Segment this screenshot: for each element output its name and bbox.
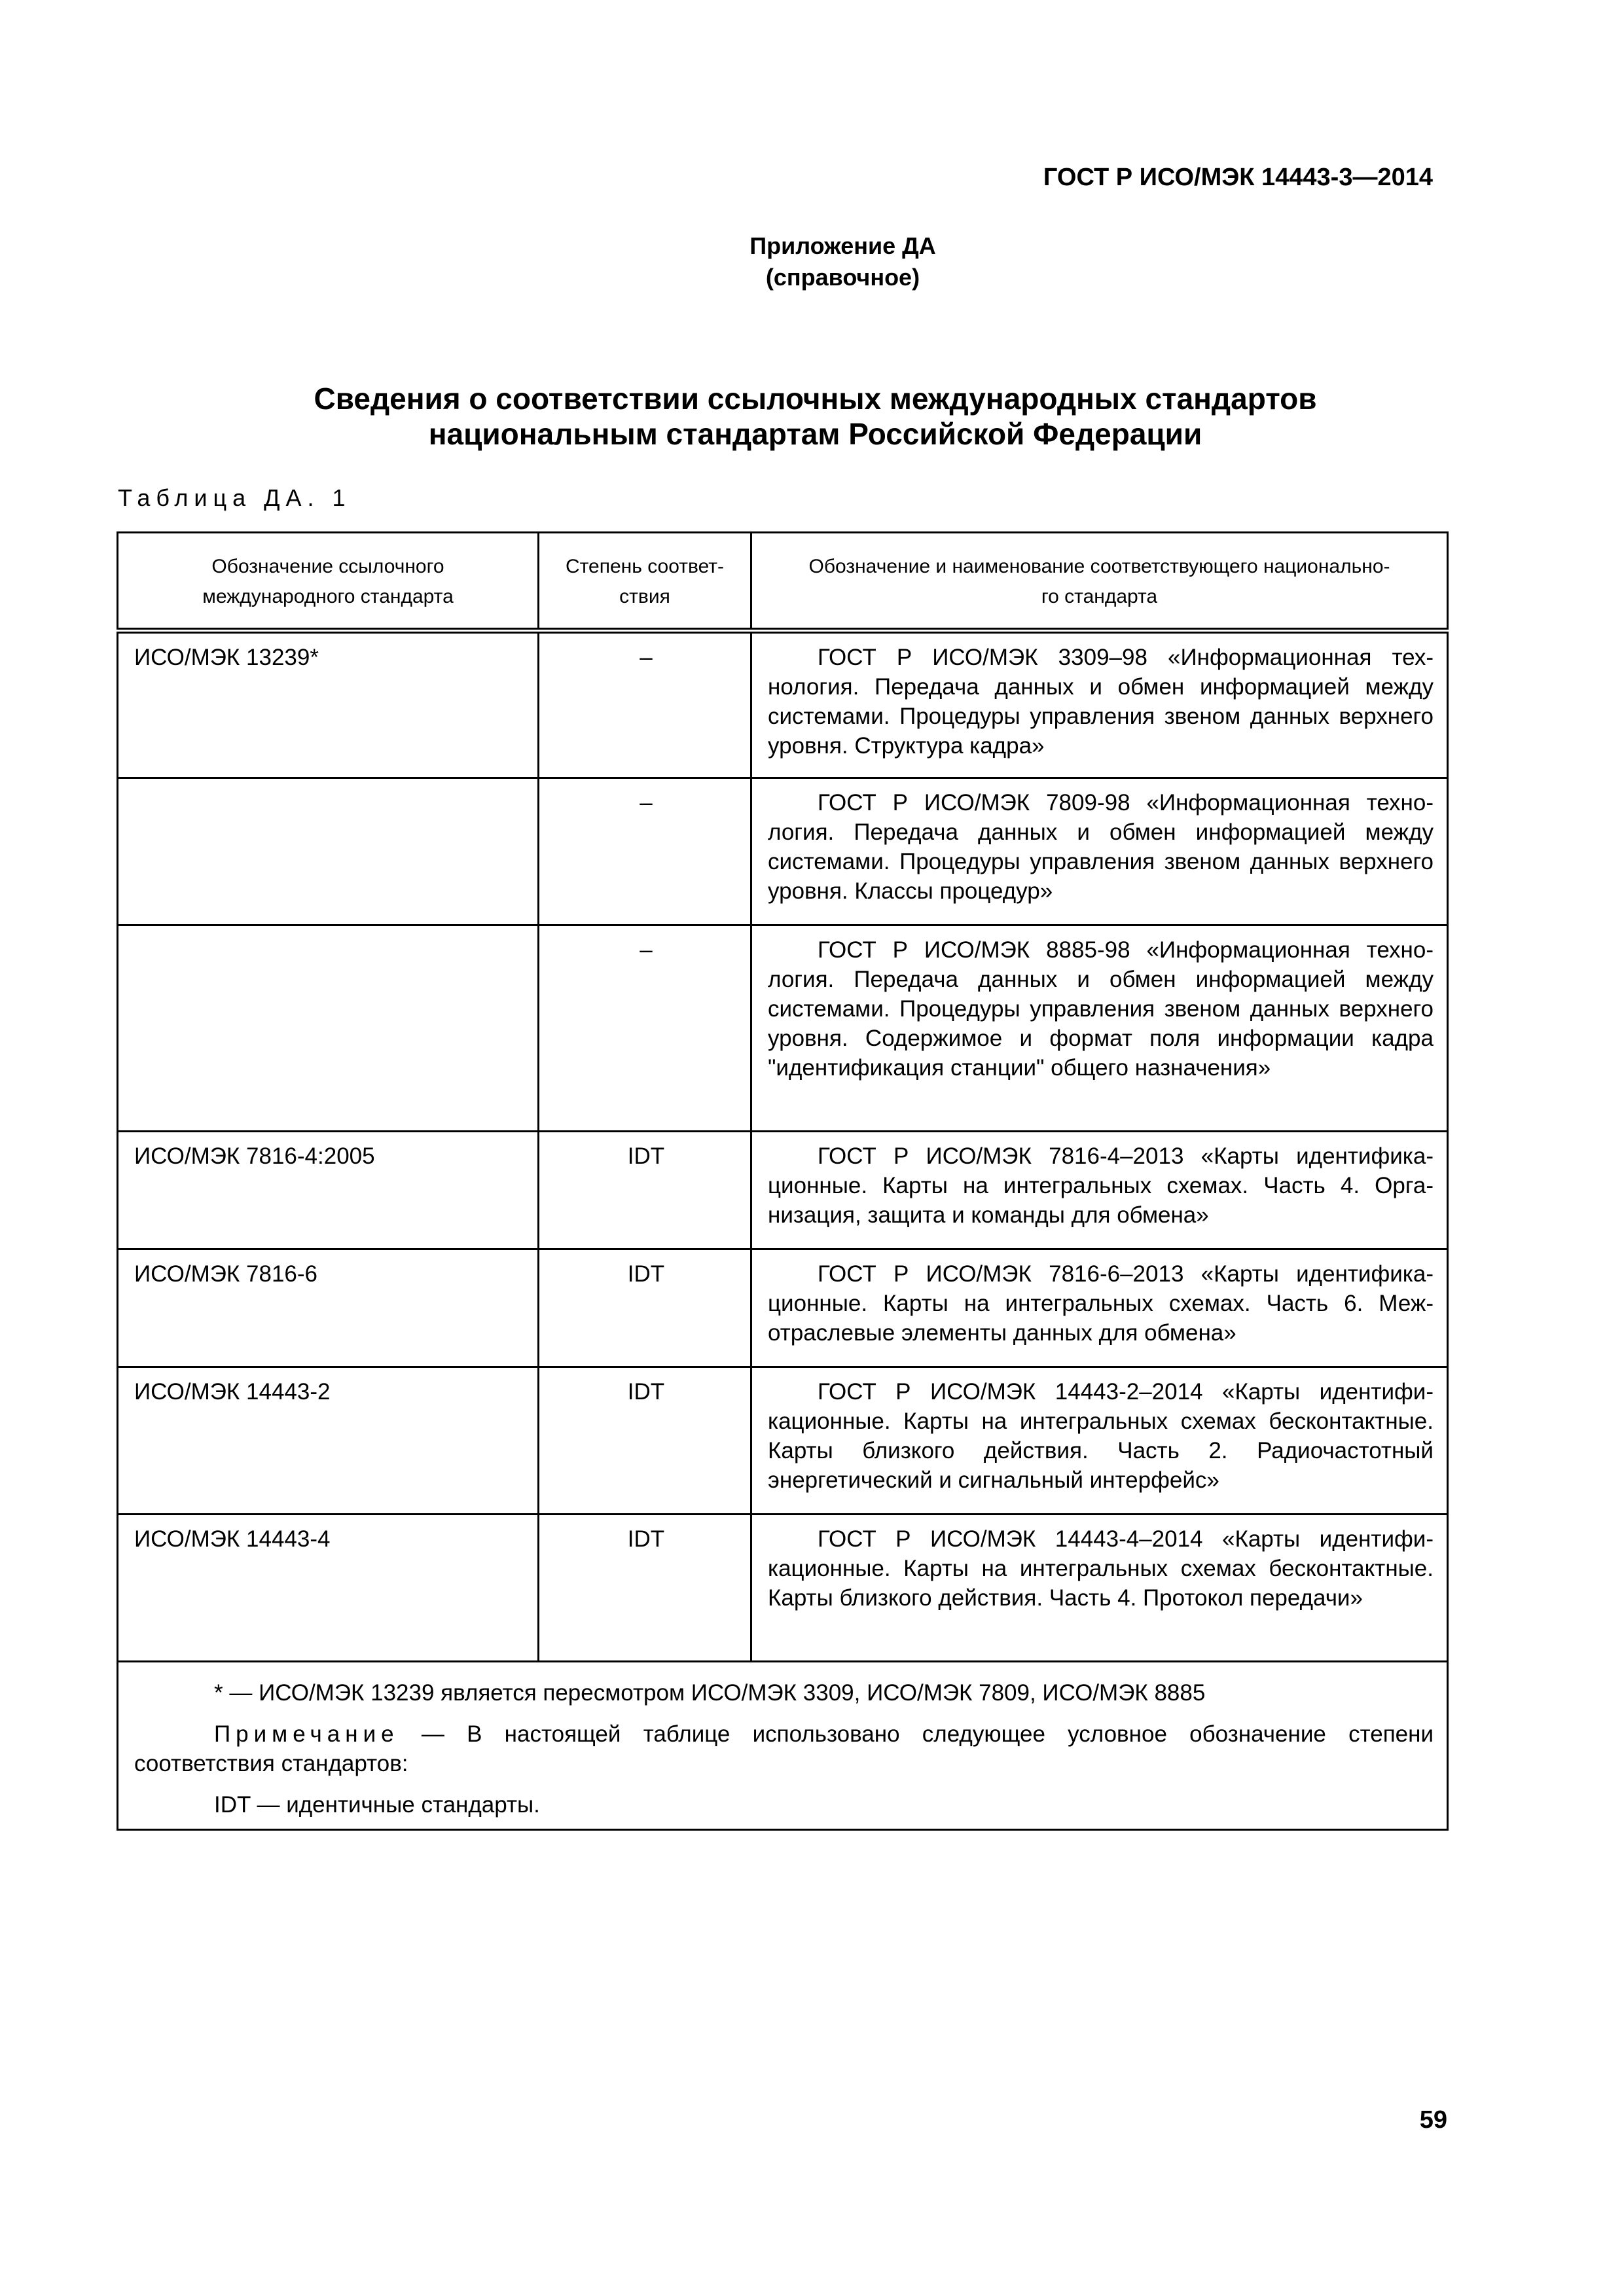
note-text: — В настоящей таблице использовано следующее условное обозначение степени соответствия стандартов: <box>134 1721 1434 1776</box>
header-national-line-2: го стандарта <box>1041 586 1158 607</box>
table-footer-row <box>118 1662 1448 1830</box>
cell-national-standard: ГОСТ Р ИСО/МЭК 14443-2–2014 «Карты идентификационные. Карты на интегральных схемах бесконтактные. Карты близкого действия. Часть 2. Радиочастотный энергетический и сигнальный интерфейс» <box>751 1367 1448 1515</box>
document-title <box>0 381 1624 452</box>
footnote: * — ИСО/МЭК 13239 является пересмотром ИСО/МЭК 3309, ИСО/МЭК 7809, ИСО/МЭК 8885 <box>214 1680 1206 1706</box>
note <box>134 1719 1434 1778</box>
document-title-line-2: национальным стандартам Российской Федерации <box>428 417 1202 451</box>
header-national-standard <box>751 533 1448 631</box>
appendix-heading <box>0 230 1624 293</box>
table-row <box>118 1367 1448 1515</box>
table-row <box>118 1515 1448 1662</box>
page-number: 59 <box>1419 2106 1447 2134</box>
cell-degree: IDT <box>539 1367 751 1515</box>
cell-intl-standard: ИСО/МЭК 13239* <box>118 631 539 778</box>
legend: IDT — идентичные стандарты. <box>214 1792 540 1818</box>
cell-national-standard: ГОСТ Р ИСО/МЭК 7809-98 «Информационная технология. Передача данных и обмен информацией между системами. Процедуры управления звеном данных верхнего уровня. Классы процедур» <box>751 778 1448 925</box>
cell-intl-standard <box>118 925 539 1132</box>
cell-degree: – <box>539 631 751 778</box>
cell-intl-standard <box>118 778 539 925</box>
cell-degree: – <box>539 778 751 925</box>
cell-national-standard: ГОСТ Р ИСО/МЭК 7816-4–2013 «Карты идентификационные. Карты на интегральных схемах. Часть 4. Организация, защита и команды для обмена» <box>751 1132 1448 1249</box>
cell-intl-standard: ИСО/МЭК 14443-2 <box>118 1367 539 1515</box>
cell-degree: IDT <box>539 1132 751 1249</box>
table-row <box>118 925 1448 1132</box>
cell-national-standard: ГОСТ Р ИСО/МЭК 3309–98 «Информационная технология. Передача данных и обмен информацией между системами. Процедуры управления звеном данных верхнего уровня. Структура кадра» <box>751 631 1448 778</box>
header-intl-line-1: Обозначение ссылочного <box>211 556 444 577</box>
document-title-line-1: Сведения о соответствии ссылочных международных стандартов <box>314 382 1317 416</box>
correspondence-table <box>117 531 1449 1831</box>
cell-intl-standard: ИСО/МЭК 14443-4 <box>118 1515 539 1662</box>
table-row <box>118 778 1448 925</box>
cell-national-standard: ГОСТ Р ИСО/МЭК 14443-4–2014 «Карты идентификационные. Карты на интегральных схемах бесконтактные. Карты близкого действия. Часть 4. Протокол передачи» <box>751 1515 1448 1662</box>
standard-code: ГОСТ Р ИСО/МЭК 14443-3—2014 <box>1043 164 1433 191</box>
header-national-line-1: Обозначение и наименование соответствующего национально- <box>808 556 1390 577</box>
header-intl-standard <box>118 533 539 631</box>
header-degree-line-2: ствия <box>619 586 670 607</box>
cell-national-standard: ГОСТ Р ИСО/МЭК 7816-6–2013 «Карты идентификационные. Карты на интегральных схемах. Часть 6. Межотраслевые элементы данных для обмена» <box>751 1249 1448 1367</box>
cell-degree: IDT <box>539 1515 751 1662</box>
cell-degree: IDT <box>539 1249 751 1367</box>
table-row <box>118 631 1448 778</box>
appendix-title: Приложение ДА <box>749 232 936 259</box>
table-row <box>118 1249 1448 1367</box>
table-header-row <box>118 533 1448 631</box>
header-degree-line-1: Степень соответ- <box>565 556 725 577</box>
table-row <box>118 1132 1448 1249</box>
cell-national-standard: ГОСТ Р ИСО/МЭК 8885-98 «Информационная технология. Передача данных и обмен информацией между системами. Процедуры управления звеном данных верхнего уровня. Содержимое и формат поля информации кадра "идентификация станции" общего назначения» <box>751 925 1448 1132</box>
appendix-status: (справочное) <box>765 264 920 291</box>
cell-intl-standard: ИСО/МЭК 7816-6 <box>118 1249 539 1367</box>
header-degree <box>539 533 751 631</box>
header-intl-line-2: международного стандарта <box>202 586 454 607</box>
table-footer <box>118 1662 1448 1830</box>
note-label: Примечание <box>214 1721 399 1747</box>
table-label: Таблица ДА. 1 <box>118 484 352 511</box>
cell-intl-standard: ИСО/МЭК 7816-4:2005 <box>118 1132 539 1249</box>
cell-degree: – <box>539 925 751 1132</box>
